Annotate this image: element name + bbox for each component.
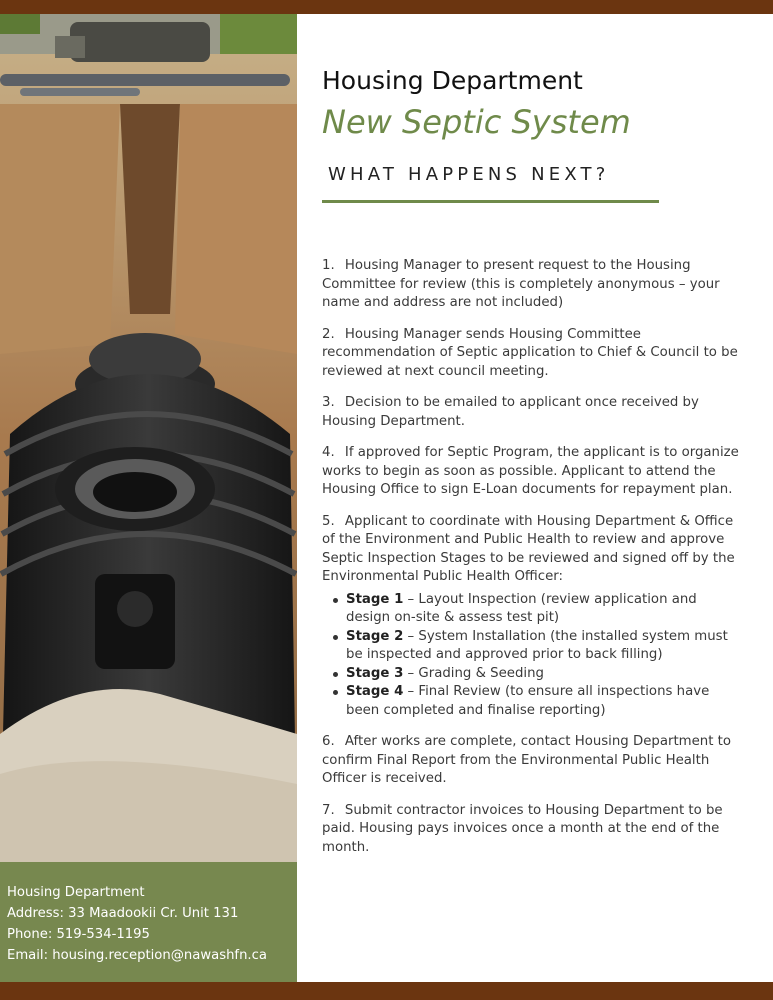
- stage-label: Stage 3: [346, 665, 404, 681]
- stage-item: [322, 683, 744, 720]
- step-item: [322, 733, 744, 789]
- steps-list: [322, 257, 744, 870]
- step-text: After works are complete, contact Housing Department to confirm Final Report from the Environmental Public Health Officer is received.: [322, 734, 732, 786]
- contact-phone: Phone: 519-534-1195: [7, 927, 150, 942]
- stage-item: [322, 591, 744, 628]
- step-text: If approved for Septic Program, the applicant is to organize works to begin as soon as possible. Applicant to attend the Housing Office to sign E-Loan documents for repayment plan.: [322, 445, 739, 497]
- heading-divider: [322, 200, 659, 203]
- step-item: [322, 394, 744, 431]
- step-number: 6.: [322, 734, 335, 749]
- stage-item: [322, 628, 744, 665]
- stage-text: – System Installation (the installed system must be inspected and approved prior to back filling): [346, 628, 728, 662]
- step-number: 3.: [322, 395, 335, 410]
- step-number: 7.: [322, 802, 335, 818]
- step-number: 1.: [322, 258, 335, 273]
- step-text: Decision to be emailed to applicant once received by Housing Department.: [322, 395, 699, 429]
- stage-text: – Grading & Seeding: [403, 665, 544, 681]
- contact-name: Housing Department: [7, 885, 145, 900]
- step-number: 2.: [322, 326, 335, 342]
- contact-address: Address: 33 Maadookii Cr. Unit 131: [7, 906, 239, 921]
- stage-label: Stage 2: [346, 628, 404, 644]
- department-title: Housing Department: [322, 66, 583, 95]
- step-item: [322, 257, 744, 313]
- stage-label: Stage 1: [346, 591, 404, 607]
- stage-text: – Final Review (to ensure all inspections have been completed and finalise reporting): [346, 684, 710, 718]
- step-text: Submit contractor invoices to Housing Department to be paid. Housing pays invoices once a month at the end of the month.: [322, 802, 723, 855]
- step-item: [322, 444, 744, 500]
- septic-tank-photo: [0, 14, 297, 862]
- stage-text: – Layout Inspection (review application and design on-site & assess test pit): [346, 591, 697, 625]
- document-title: New Septic System: [322, 103, 631, 141]
- stage-item: [322, 665, 744, 684]
- step-item: [322, 326, 744, 382]
- contact-email: Email: housing.reception@nawashfn.ca: [7, 948, 267, 963]
- step-item: [322, 802, 744, 858]
- section-heading: WHAT HAPPENS NEXT?: [328, 164, 610, 185]
- step-text: Applicant to coordinate with Housing Department & Office of the Environment and Public Health to review and approve Septic Inspection Stages to be reviewed and signed off by the Environmental Public Health Officer:: [322, 513, 735, 584]
- step-text: Housing Manager to present request to the Housing Committee for review (this is completely anonymous – your name and address are not included): [322, 258, 720, 310]
- step-number: 4.: [322, 445, 335, 460]
- contact-info-box: [0, 862, 297, 982]
- top-border-bar: [0, 0, 773, 14]
- bottom-border-bar: [0, 982, 773, 1000]
- inspection-stages-list: [322, 591, 744, 721]
- step-text: Housing Manager sends Housing Committee recommendation of Septic application to Chief & Council to be reviewed at next council meeting.: [322, 326, 738, 379]
- stage-label: Stage 4: [346, 684, 404, 699]
- step-number: 5.: [322, 513, 335, 529]
- step-item: [322, 513, 744, 721]
